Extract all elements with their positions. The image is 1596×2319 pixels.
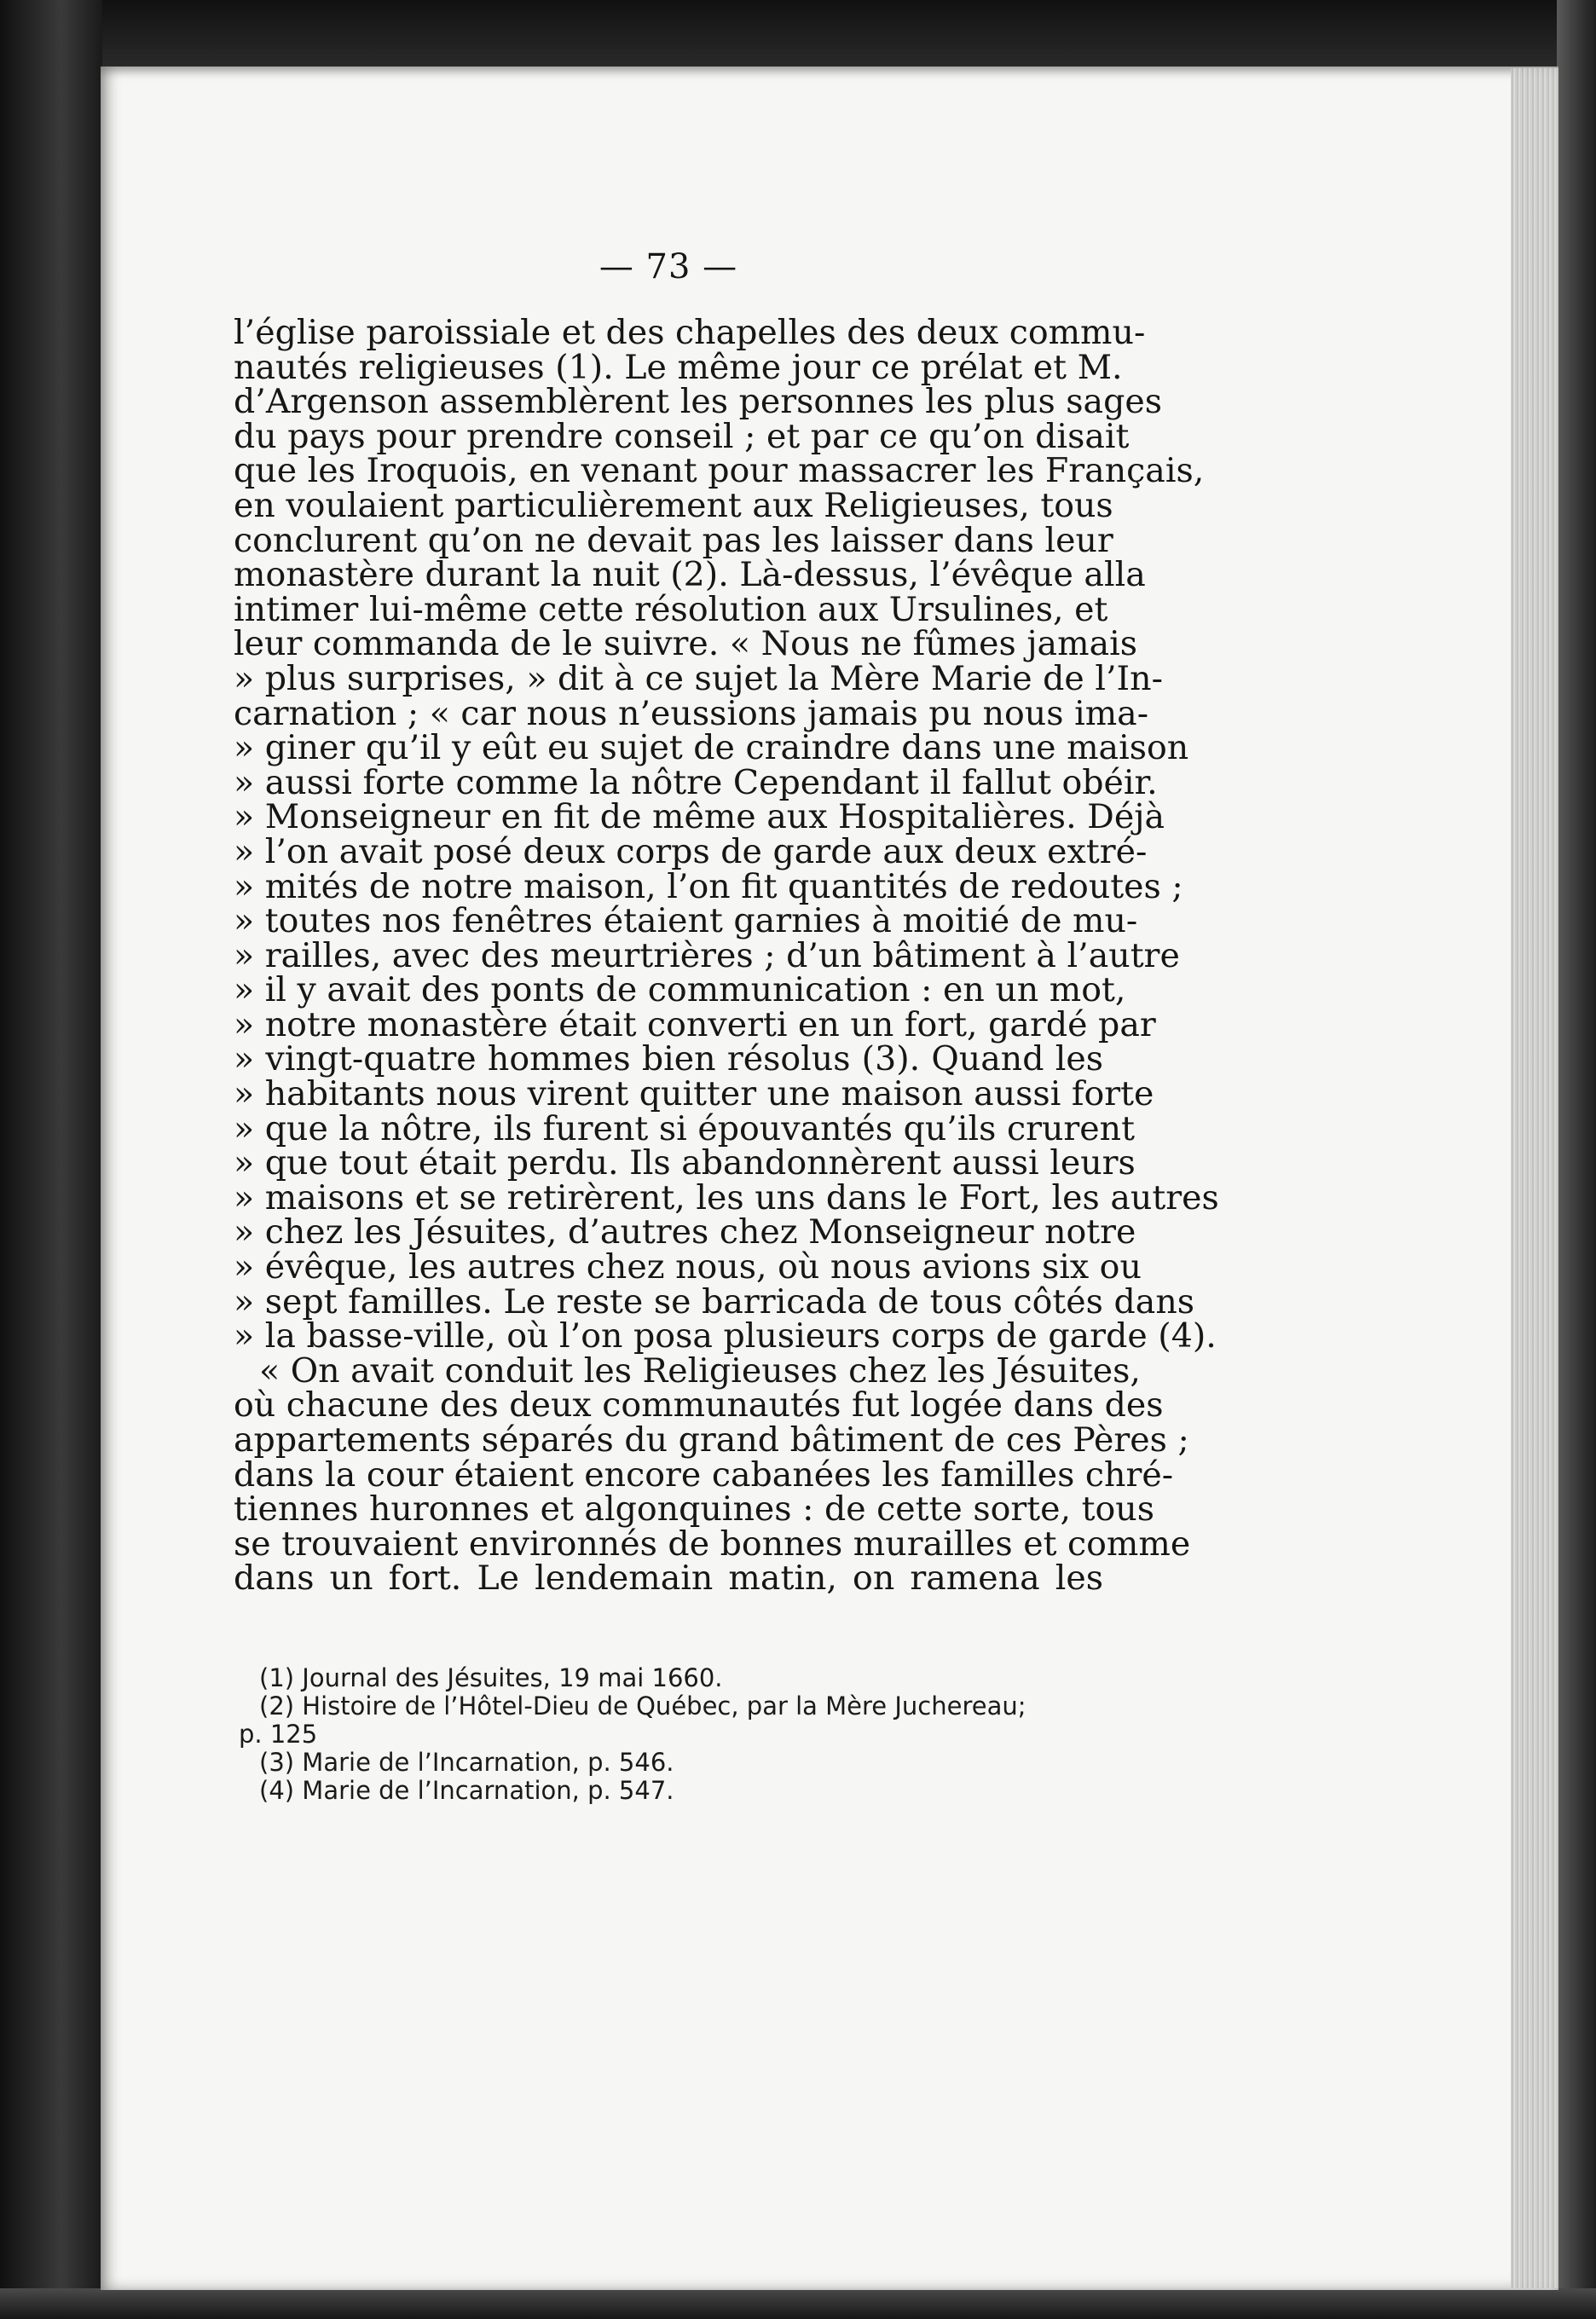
- scanner-background-left: [0, 0, 102, 2319]
- body-line: » l’on avait posé deux corps de garde aux deux extré-: [234, 831, 1148, 871]
- body-line: intimer lui-même cette résolution aux Ursulines, et: [234, 589, 1108, 629]
- footnote-2: (2) Histoire de l’Hôtel-Dieu de Québec, par la Mère Juchereau;: [259, 1692, 1026, 1720]
- body-line-paragraph-start: « On avait conduit les Religieuses chez les Jésuites,: [259, 1350, 1141, 1391]
- body-line: » giner qu’il y eût eu sujet de craindre dans une maison: [234, 728, 1189, 768]
- body-line: monastère durant la nuit (2). Là-dessus, l’évêque alla: [234, 555, 1146, 595]
- body-line: carnation ; « car nous n’eussions jamais pu nous ima-: [234, 693, 1149, 733]
- body-line: » chez les Jésuites, d’autres chez Monseigneur notre: [234, 1212, 1136, 1252]
- body-line: d’Argenson assemblèrent les personnes les plus sages: [234, 382, 1163, 422]
- body-line: se trouvaient environnés de bonnes murailles et comme: [234, 1524, 1191, 1564]
- body-line: » évêque, les autres chez nous, où nous avions six ou: [234, 1247, 1142, 1287]
- footnote-3: (3) Marie de l’Incarnation, p. 546.: [259, 1748, 674, 1777]
- body-line: » toutes nos fenêtres étaient garnies à moitié de mu-: [234, 901, 1138, 941]
- body-line: » sept familles. Le reste se barricada de tous côtés dans: [234, 1281, 1195, 1321]
- body-line: en voulaient particulièrement aux Religieuses, tous: [234, 485, 1113, 525]
- body-line: » railles, avec des meurtrières ; d’un bâtiment à l’autre: [234, 935, 1180, 975]
- body-line: » il y avait des ponts de communication : en un mot,: [234, 970, 1126, 1010]
- body-line: » Monseigneur en fit de même aux Hospitalières. Déjà: [234, 797, 1165, 837]
- footnote-1: (1) Journal des Jésuites, 19 mai 1660.: [259, 1663, 723, 1692]
- body-line: » que la nôtre, ils furent si épouvantés qu’ils crurent: [234, 1108, 1135, 1148]
- page-number: — 73 —: [598, 247, 738, 286]
- body-line: » la basse-ville, où l’on posa plusieurs corps de garde (4).: [234, 1316, 1217, 1356]
- body-line: tiennes huronnes et algonquines : de cette sorte, tous: [234, 1489, 1155, 1530]
- body-line: leur commanda de le suivre. « Nous ne fûmes jamais: [234, 624, 1138, 664]
- body-line: » plus surprises, » dit à ce sujet la Mère Marie de l’In-: [234, 658, 1163, 698]
- body-line: dans un fort. Le lendemain matin, on ramena les: [234, 1559, 1103, 1599]
- body-line: l’église paroissiale et des chapelles des deux commu-: [234, 313, 1146, 352]
- body-line: appartements séparés du grand bâtiment de ces Pères ;: [234, 1420, 1189, 1460]
- footnote-4: (4) Marie de l’Incarnation, p. 547.: [259, 1776, 674, 1805]
- body-line: » notre monastère était converti en un fort, gardé par: [234, 1004, 1156, 1044]
- scanner-background-top: [0, 0, 1596, 68]
- body-line: conclurent qu’on ne devait pas les laisser dans leur: [234, 520, 1113, 560]
- body-line: que les Iroquois, en venant pour massacrer les Français,: [234, 451, 1205, 491]
- body-line: du pays pour prendre conseil ; et par ce qu’on disait: [234, 416, 1130, 456]
- footnotes: [239, 1664, 1108, 1805]
- page-body: [234, 247, 1219, 1599]
- body-line: où chacune des deux communautés fut logée dans des: [234, 1385, 1164, 1426]
- scanner-background-bottom: [0, 2288, 1596, 2319]
- page-edge-stack: [1511, 68, 1558, 2288]
- body-line: » que tout était perdu. Ils abandonnèrent aussi leurs: [234, 1143, 1136, 1183]
- body-line: » vingt-quatre hommes bien résolus (3). Quand les: [234, 1039, 1103, 1079]
- footnote-2-continuation: p. 125: [239, 1720, 318, 1749]
- body-line: » mités de notre maison, l’on fit quantités de redoutes ;: [234, 866, 1183, 906]
- body-line: nautés religieuses (1). Le même jour ce prélat et M.: [234, 347, 1123, 387]
- scanner-background-right: [1557, 0, 1596, 2319]
- body-line: » maisons et se retirèrent, les uns dans le Fort, les autres: [234, 1177, 1219, 1217]
- body-line: » habitants nous virent quitter une maison aussi forte: [234, 1074, 1154, 1114]
- body-line: » aussi forte comme la nôtre Cependant il fallut obéir.: [234, 762, 1158, 802]
- body-line: dans la cour étaient encore cabanées les familles chré-: [234, 1454, 1174, 1495]
